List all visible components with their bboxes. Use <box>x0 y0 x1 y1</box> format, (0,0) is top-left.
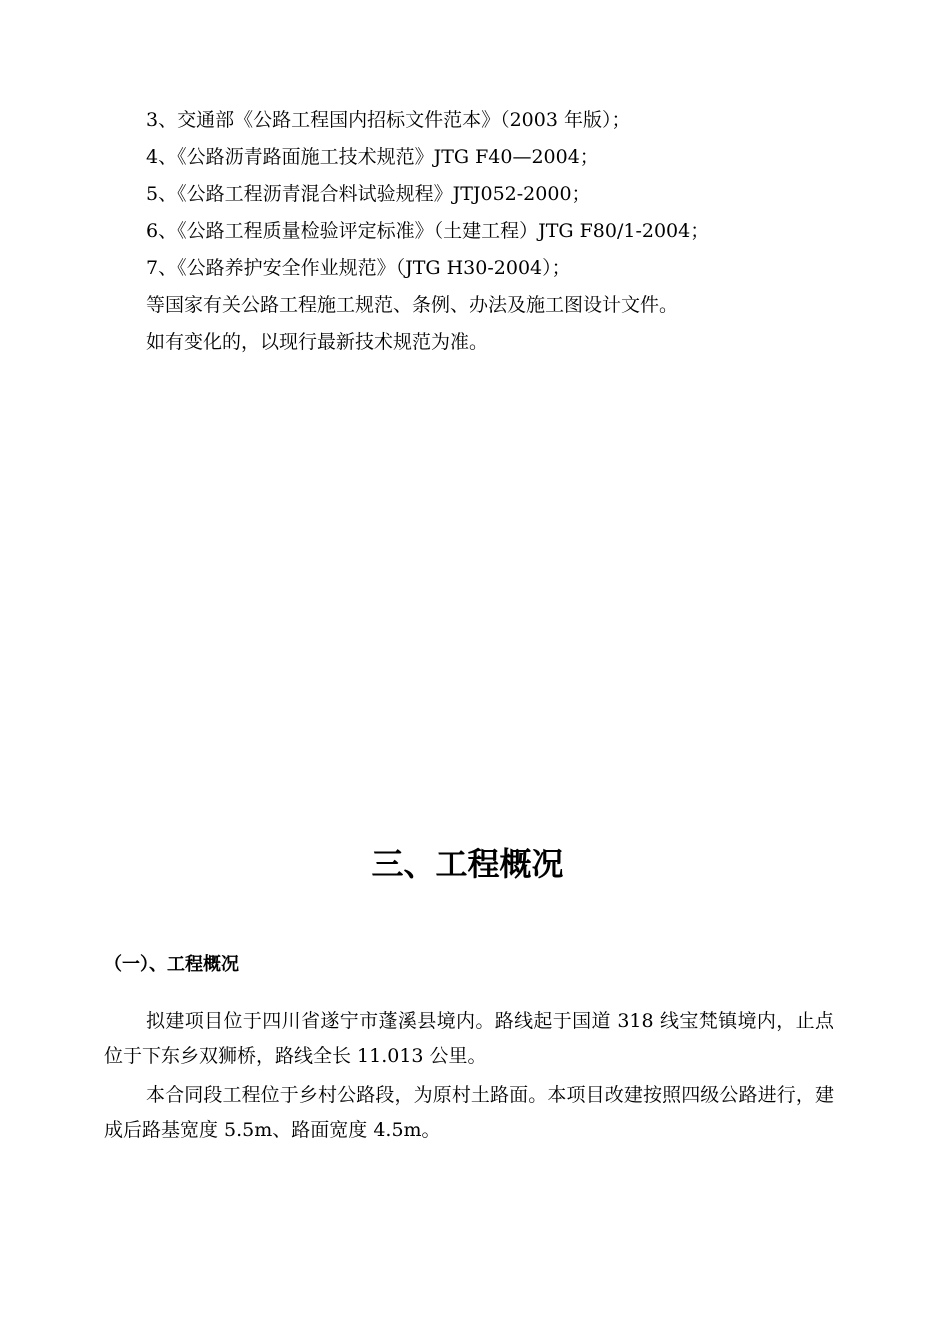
reference-item: 等国家有关公路工程施工规范、条例、办法及施工图设计文件。 <box>146 294 679 316</box>
body-paragraph: 本合同段工程位于乡村公路段，为原村土路面。本项目改建按照四级公路进行，建成后路基宽度 5.5m、路面宽度 4.5m。 <box>104 1084 834 1141</box>
reference-item: 如有变化的，以现行最新技术规范为准。 <box>146 331 489 353</box>
subsection-title: （一）、工程概况 <box>104 954 239 975</box>
body-paragraph: 拟建项目位于四川省遂宁市蓬溪县境内。路线起于国道 318 线宝梵镇境内，止点位于下东乡双狮桥，路线全长 11.013 公里。 <box>104 1010 834 1067</box>
reference-item: 6、《公路工程质量检验评定标准》（土建工程）JTG F80/1-2004； <box>146 220 710 242</box>
section-title: 三、工程概况 <box>371 845 564 883</box>
reference-item: 7、《公路养护安全作业规范》（JTG H30-2004）； <box>146 257 571 279</box>
reference-item: 5、《公路工程沥青混合料试验规程》JTJ052-2000； <box>146 183 591 205</box>
reference-list <box>146 102 866 361</box>
reference-item: 3、交通部《公路工程国内招标文件范本》（2003 年版）； <box>146 109 631 131</box>
reference-item: 4、《公路沥青路面施工技术规范》JTG F40—2004； <box>146 146 599 168</box>
